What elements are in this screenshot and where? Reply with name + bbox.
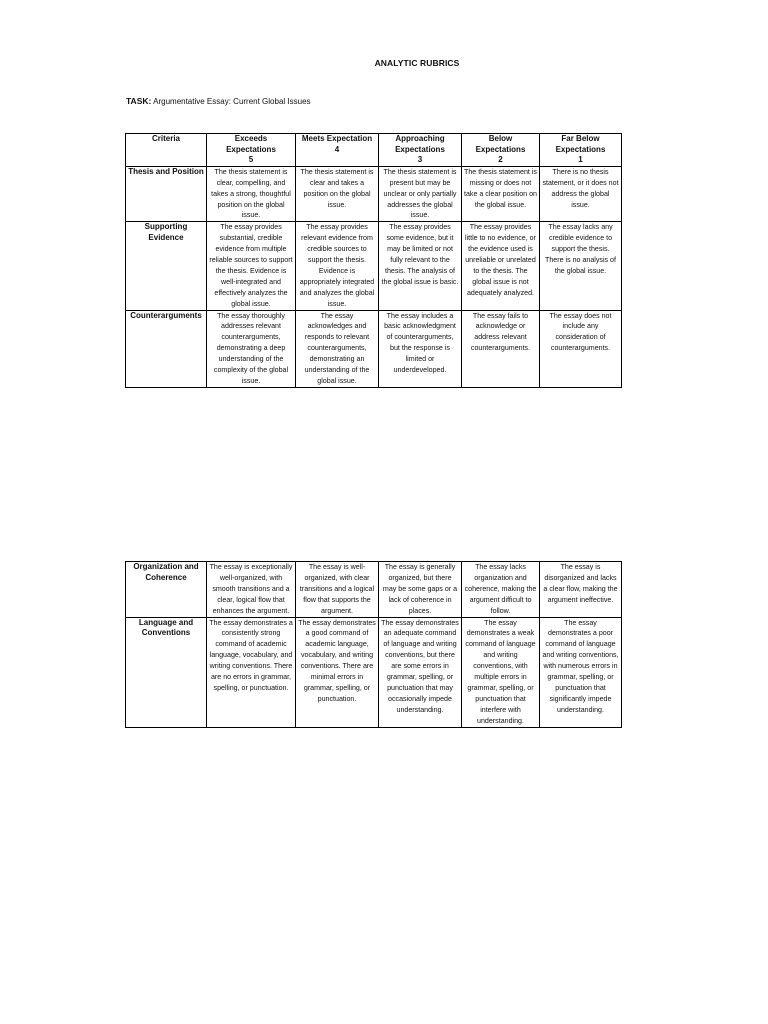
rubric-cell-score-5: The essay demonstrates a consistently strong command of academic language, vocabulary, and writing conventions. There are no errors in grammar, spelling, or punctuation. <box>207 617 296 727</box>
task-label: TASK: <box>126 96 152 106</box>
rubric-cell-score-4: The essay provides relevant evidence from credible sources to support the thesis. Evidence is appropriately integrated and analyzes the global issue. <box>296 222 379 310</box>
rubric-row-organization-and-coherence <box>126 562 622 618</box>
criterion-label: Supporting Evidence <box>126 222 207 310</box>
rubric-cell-score-2: The essay lacks organization and coherence, making the argument difficult to follow. <box>462 562 540 618</box>
rubric-cell-score-5: The essay thoroughly addresses relevant counterarguments, demonstrating a deep understanding of the complexity of the global issue. <box>207 310 296 387</box>
rubric-cell-score-2: The essay fails to acknowledge or address relevant counterarguments. <box>462 310 540 387</box>
rubric-cell-score-2: The essay demonstrates a weak command of language and writing conventions, with multiple errors in grammar, spelling, or punctuation that interfere with understanding. <box>462 617 540 727</box>
rubric-cell-score-2: The essay provides little to no evidence, or the evidence used is unreliable or unrelated to the thesis. The global issue is not adequately analyzed. <box>462 222 540 310</box>
rubric-cell-score-4: The essay is well-organized, with clear transitions and a logical flow that supports the argument. <box>296 562 379 618</box>
header-line: Expectations <box>475 144 526 154</box>
header-line: Expectations <box>395 144 445 154</box>
rubric-cell-score-1: The essay lacks any credible evidence to support the thesis. There is no analysis of the global issue. <box>540 222 622 310</box>
rubric-cell-score-3: The essay is generally organized, but there may be some gaps or a lack of coherence in places. <box>379 562 462 618</box>
rubric-table-part-2 <box>125 561 622 728</box>
document-title: ANALYTIC RUBRICS <box>374 58 460 68</box>
rubric-cell-score-1: There is no thesis statement, or it does not address the global issue. <box>540 166 622 222</box>
header-line: Below <box>488 134 513 143</box>
task-text: Argumentative Essay: Current Global Issues <box>153 97 311 106</box>
rubric-cell-score-3: The essay demonstrates an adequate command of language and writing conventions, but there are some errors in grammar, spelling, or punctuation that may occasionally impede understanding. <box>379 617 462 727</box>
header-line: Expectations <box>555 144 606 154</box>
rubric-cell-score-3: The essay provides some evidence, but it may be limited or not fully relevant to the thesis. The analysis of the global issue is basic. <box>379 222 462 310</box>
header-line: Exceeds <box>234 134 268 143</box>
rubric-cell-score-3: The thesis statement is present but may be unclear or only partially addresses the global issue. <box>379 166 462 222</box>
rubric-row-supporting-evidence <box>126 222 622 310</box>
rubric-row-counterarguments <box>126 310 622 387</box>
rubric-cell-score-5: The essay provides substantial, credible evidence from multiple reliable sources to support the thesis. Evidence is well-integrated and effectively analyzes the global issue. <box>207 222 296 310</box>
header-score: 3 <box>417 155 423 165</box>
header-approaching-expectations <box>379 134 462 167</box>
rubric-cell-score-4: The essay acknowledges and responds to relevant counterarguments, demonstrating an understanding of the global issue. <box>296 310 379 387</box>
rubric-cell-score-5: The thesis statement is clear, compelling, and takes a strong, thoughtful position on the global issue. <box>207 166 296 222</box>
criterion-label: Organization and Coherence <box>126 562 207 618</box>
header-score: 5 <box>248 155 254 165</box>
task-line <box>126 96 311 106</box>
rubric-cell-score-1: The essay is disorganized and lacks a clear flow, making the argument ineffective. <box>540 562 622 618</box>
header-score: 2 <box>498 155 503 165</box>
rubric-table-part-1 <box>125 133 622 388</box>
rubric-cell-score-5: The essay is exceptionally well-organized, with smooth transitions and a clear, logical flow that enhances the argument. <box>207 562 296 618</box>
header-far-below-expectations <box>540 134 622 167</box>
header-meets-expectation <box>296 134 379 167</box>
rubric-cell-score-3: The essay includes a basic acknowledgment of counterarguments, but the response is limited or underdeveloped. <box>379 310 462 387</box>
criterion-label: Language and Conventions <box>126 617 207 727</box>
rubric-cell-score-4: The thesis statement is clear and takes a position on the global issue. <box>296 166 379 222</box>
rubric-cell-score-1: The essay demonstrates a poor command of language and writing conventions, with numerous errors in grammar, spelling, or punctuation that significantly impede understanding. <box>540 617 622 727</box>
criterion-label: Counterarguments <box>126 310 207 387</box>
header-line: Expectations <box>226 144 276 154</box>
rubric-row-thesis-and-position <box>126 166 622 222</box>
criterion-label: Thesis and Position <box>126 166 207 222</box>
rubric-cell-score-1: The essay does not include any consideration of counterarguments. <box>540 310 622 387</box>
header-line: Meets Expectation <box>301 134 373 143</box>
rubric-cell-score-4: The essay demonstrates a good command of academic language, vocabulary, and writing conventions. There are minimal errors in grammar, spelling, or punctuation. <box>296 617 379 727</box>
header-exceeds-expectations <box>207 134 296 167</box>
header-line: Far Below <box>561 134 600 143</box>
header-score: 4 <box>334 144 340 154</box>
header-line: Approaching <box>395 134 445 143</box>
header-score: 1 <box>578 155 583 165</box>
header-criteria <box>126 134 207 167</box>
rubric-cell-score-2: The thesis statement is missing or does not take a clear position on the global issue. <box>462 166 540 222</box>
header-criteria-text: Criteria <box>151 134 180 143</box>
header-below-expectations <box>462 134 540 167</box>
rubric-row-language-and-conventions <box>126 617 622 727</box>
header-row <box>126 134 622 167</box>
